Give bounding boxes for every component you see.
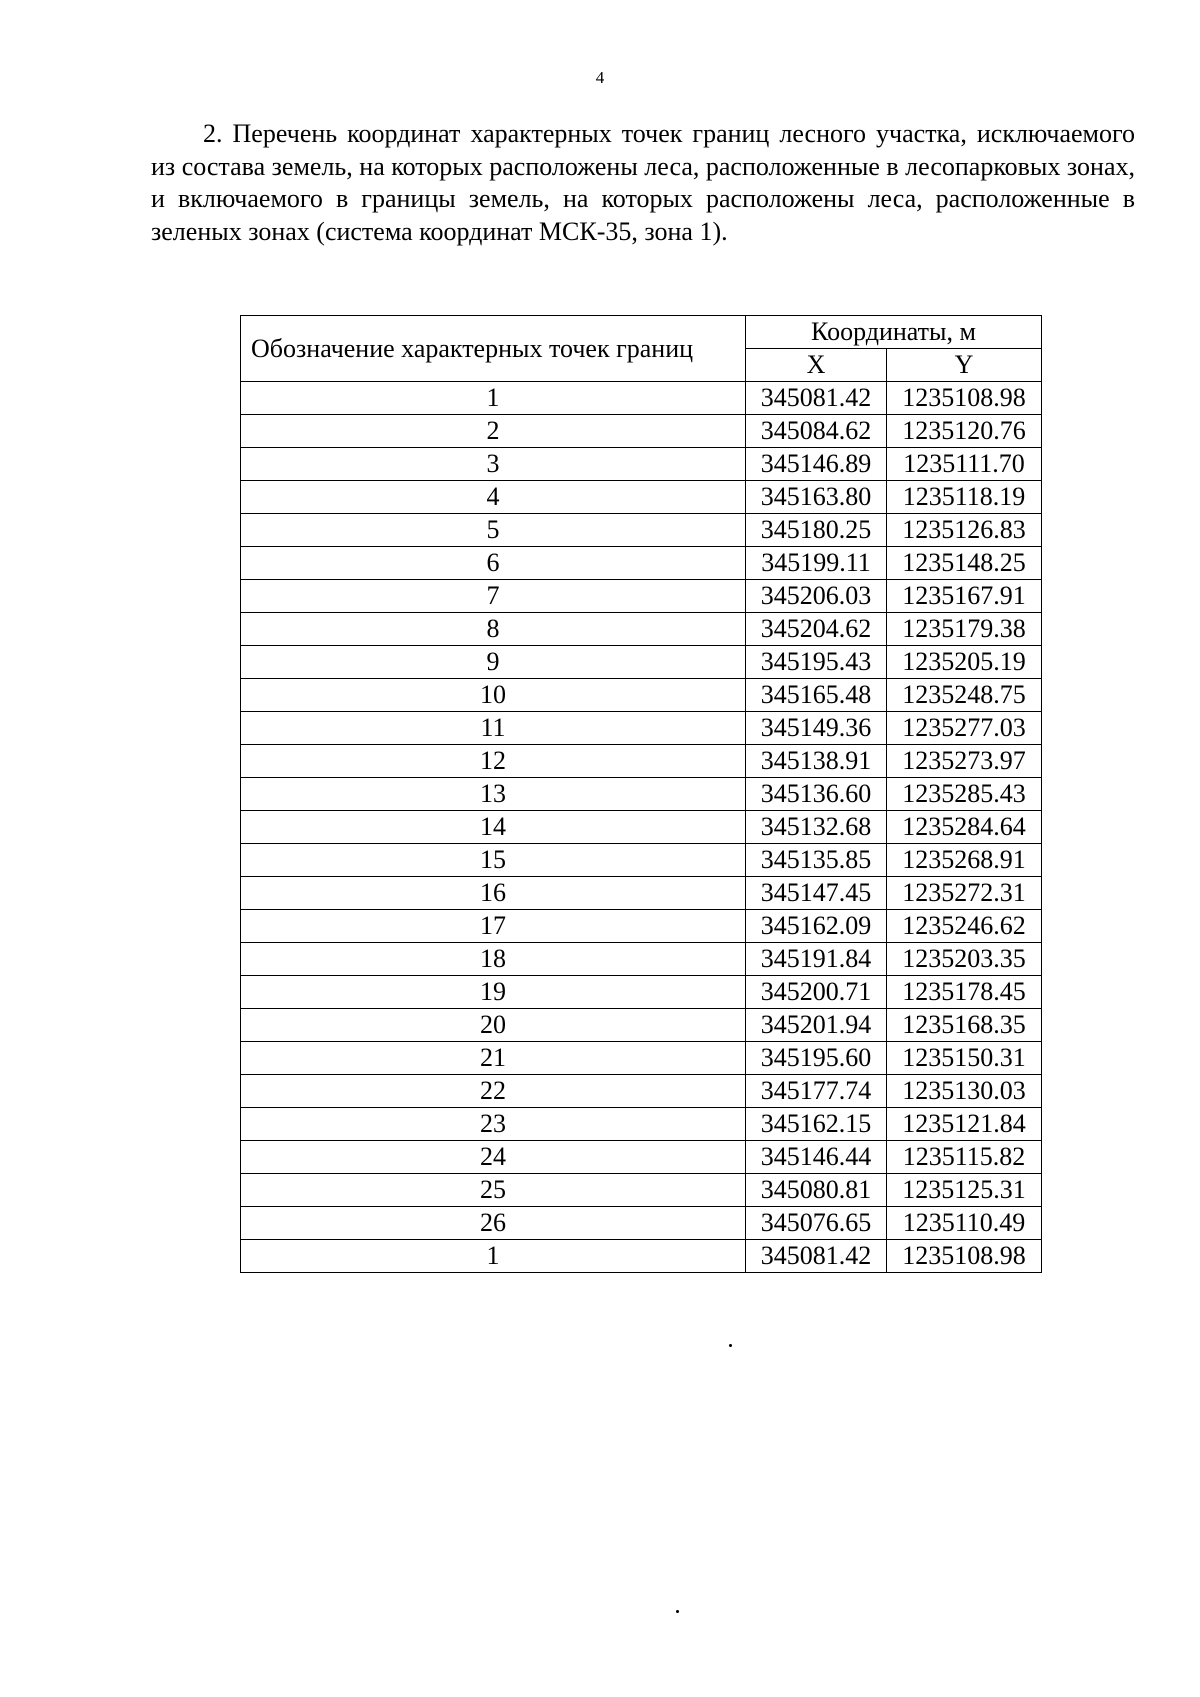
x-coordinate-cell: 345149.36 — [746, 712, 887, 745]
point-cell: 8 — [241, 613, 746, 646]
table-row — [241, 646, 1042, 679]
x-coordinate-cell: 345191.84 — [746, 943, 887, 976]
x-coordinate-cell: 345084.62 — [746, 415, 887, 448]
point-cell: 21 — [241, 1042, 746, 1075]
point-cell: 4 — [241, 481, 746, 514]
header-y: Y — [887, 349, 1042, 382]
point-cell: 26 — [241, 1207, 746, 1240]
y-coordinate-cell: 1235168.35 — [887, 1009, 1042, 1042]
point-cell: 1 — [241, 382, 746, 415]
body-paragraph: 2. Перечень координат характерных точек границ лесного участка, исключаемого из состава земель, на которых расположены леса, расположенные в лесопарковых зонах, и включаемого в границы земель, на которых расположены леса, расположенные в зеленых зонах (система координат МСК-35, зона 1). — [151, 119, 1135, 246]
point-cell: 18 — [241, 943, 746, 976]
y-coordinate-cell: 1235115.82 — [887, 1141, 1042, 1174]
point-cell: 11 — [241, 712, 746, 745]
y-coordinate-cell: 1235121.84 — [887, 1108, 1042, 1141]
table-row — [241, 943, 1042, 976]
point-cell: 10 — [241, 679, 746, 712]
point-cell: 16 — [241, 877, 746, 910]
y-coordinate-cell: 1235273.97 — [887, 745, 1042, 778]
x-coordinate-cell: 345146.44 — [746, 1141, 887, 1174]
table-row — [241, 1240, 1042, 1273]
table-row — [241, 547, 1042, 580]
page-number: 4 — [595, 68, 605, 87]
x-coordinate-cell: 345135.85 — [746, 844, 887, 877]
y-coordinate-cell: 1235205.19 — [887, 646, 1042, 679]
x-coordinate-cell: 345201.94 — [746, 1009, 887, 1042]
x-coordinate-cell: 345138.91 — [746, 745, 887, 778]
point-cell: 12 — [241, 745, 746, 778]
x-coordinate-cell: 345195.43 — [746, 646, 887, 679]
y-coordinate-cell: 1235246.62 — [887, 910, 1042, 943]
point-cell: 6 — [241, 547, 746, 580]
scan-speck — [729, 1344, 732, 1347]
point-cell: 25 — [241, 1174, 746, 1207]
point-cell: 20 — [241, 1009, 746, 1042]
point-cell: 14 — [241, 811, 746, 844]
table-row — [241, 679, 1042, 712]
point-cell: 5 — [241, 514, 746, 547]
y-coordinate-cell: 1235248.75 — [887, 679, 1042, 712]
y-coordinate-cell: 1235179.38 — [887, 613, 1042, 646]
y-coordinate-cell: 1235126.83 — [887, 514, 1042, 547]
table-row — [241, 778, 1042, 811]
table-row — [241, 1174, 1042, 1207]
y-coordinate-cell: 1235118.19 — [887, 481, 1042, 514]
x-coordinate-cell: 345081.42 — [746, 1240, 887, 1273]
x-coordinate-cell: 345162.15 — [746, 1108, 887, 1141]
table-row — [241, 382, 1042, 415]
point-cell: 15 — [241, 844, 746, 877]
y-coordinate-cell: 1235120.76 — [887, 415, 1042, 448]
point-cell: 13 — [241, 778, 746, 811]
x-coordinate-cell: 345195.60 — [746, 1042, 887, 1075]
x-coordinate-cell: 345081.42 — [746, 382, 887, 415]
table-row — [241, 580, 1042, 613]
y-coordinate-cell: 1235150.31 — [887, 1042, 1042, 1075]
table-row — [241, 1108, 1042, 1141]
y-coordinate-cell: 1235148.25 — [887, 547, 1042, 580]
point-cell: 19 — [241, 976, 746, 1009]
point-cell: 7 — [241, 580, 746, 613]
x-coordinate-cell: 345163.80 — [746, 481, 887, 514]
x-coordinate-cell: 345080.81 — [746, 1174, 887, 1207]
x-coordinate-cell: 345132.68 — [746, 811, 887, 844]
coordinates-table-body — [241, 382, 1042, 1273]
point-cell: 2 — [241, 415, 746, 448]
y-coordinate-cell: 1235110.49 — [887, 1207, 1042, 1240]
x-coordinate-cell: 345147.45 — [746, 877, 887, 910]
x-coordinate-cell: 345162.09 — [746, 910, 887, 943]
y-coordinate-cell: 1235167.91 — [887, 580, 1042, 613]
x-coordinate-cell: 345200.71 — [746, 976, 887, 1009]
point-cell: 23 — [241, 1108, 746, 1141]
table-row — [241, 1141, 1042, 1174]
y-coordinate-cell: 1235108.98 — [887, 382, 1042, 415]
header-x: X — [746, 349, 887, 382]
y-coordinate-cell: 1235178.45 — [887, 976, 1042, 1009]
y-coordinate-cell: 1235277.03 — [887, 712, 1042, 745]
table-row — [241, 1075, 1042, 1108]
y-coordinate-cell: 1235284.64 — [887, 811, 1042, 844]
point-cell: 9 — [241, 646, 746, 679]
table-row — [241, 976, 1042, 1009]
y-coordinate-cell: 1235108.98 — [887, 1240, 1042, 1273]
y-coordinate-cell: 1235203.35 — [887, 943, 1042, 976]
x-coordinate-cell: 345146.89 — [746, 448, 887, 481]
table-row — [241, 613, 1042, 646]
table-row — [241, 415, 1042, 448]
point-cell: 1 — [241, 1240, 746, 1273]
table-row — [241, 811, 1042, 844]
x-coordinate-cell: 345076.65 — [746, 1207, 887, 1240]
y-coordinate-cell: 1235272.31 — [887, 877, 1042, 910]
x-coordinate-cell: 345165.48 — [746, 679, 887, 712]
header-point-designation: Обозначение характерных точек границ — [241, 316, 746, 382]
coordinates-table — [240, 315, 1042, 1273]
table-row — [241, 844, 1042, 877]
y-coordinate-cell: 1235268.91 — [887, 844, 1042, 877]
point-cell: 3 — [241, 448, 746, 481]
x-coordinate-cell: 345136.60 — [746, 778, 887, 811]
point-cell: 24 — [241, 1141, 746, 1174]
table-row — [241, 745, 1042, 778]
table-row — [241, 1042, 1042, 1075]
y-coordinate-cell: 1235285.43 — [887, 778, 1042, 811]
x-coordinate-cell: 345180.25 — [746, 514, 887, 547]
point-cell: 17 — [241, 910, 746, 943]
x-coordinate-cell: 345206.03 — [746, 580, 887, 613]
table-row — [241, 910, 1042, 943]
point-cell: 22 — [241, 1075, 746, 1108]
x-coordinate-cell: 345177.74 — [746, 1075, 887, 1108]
table-row — [241, 877, 1042, 910]
table-row — [241, 712, 1042, 745]
x-coordinate-cell: 345204.62 — [746, 613, 887, 646]
y-coordinate-cell: 1235130.03 — [887, 1075, 1042, 1108]
table-row — [241, 1009, 1042, 1042]
header-coordinates: Координаты, м — [746, 316, 1042, 349]
x-coordinate-cell: 345199.11 — [746, 547, 887, 580]
table-row — [241, 448, 1042, 481]
y-coordinate-cell: 1235125.31 — [887, 1174, 1042, 1207]
table-row — [241, 481, 1042, 514]
y-coordinate-cell: 1235111.70 — [887, 448, 1042, 481]
table-row — [241, 514, 1042, 547]
table-row — [241, 1207, 1042, 1240]
scan-speck — [676, 1610, 679, 1613]
